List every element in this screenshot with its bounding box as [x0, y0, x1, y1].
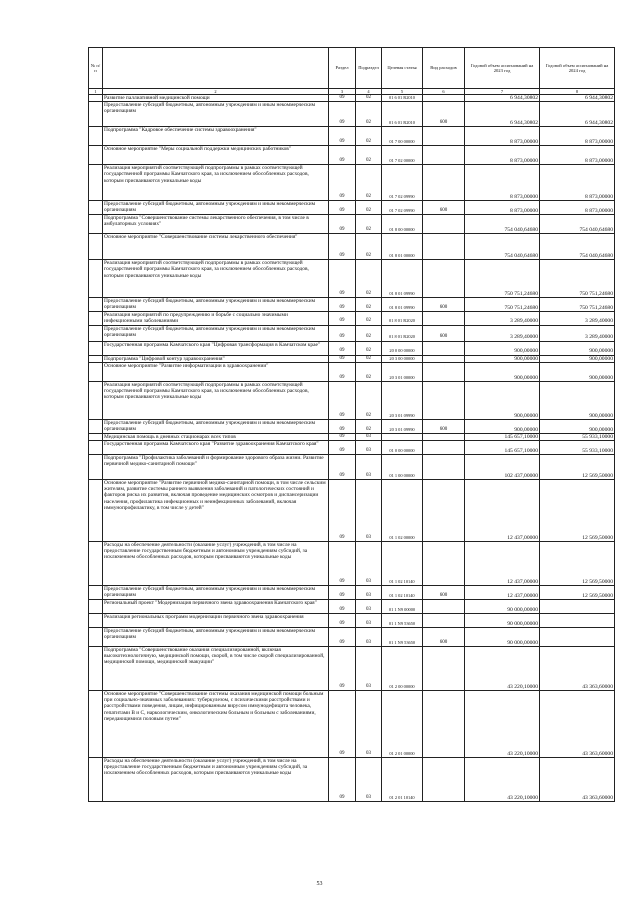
table-row: [89, 234, 615, 260]
name-cell: Развитие паллиативной медицинской помощи: [103, 95, 329, 102]
amount-2024-cell: 8 873,00000: [540, 146, 615, 165]
table-row: [89, 102, 615, 127]
amount-2023-cell: 750 751,24680: [465, 298, 540, 312]
table-row: [89, 441, 615, 455]
podrazdel-cell: 02: [356, 102, 382, 127]
podrazdel-cell: 02: [356, 381, 382, 419]
num-cell: [89, 341, 103, 355]
expense-type-cell: [423, 341, 465, 355]
amount-2023-cell: 900,00000: [465, 381, 540, 419]
amount-2024-cell: [540, 600, 615, 614]
target-article-cell: 01 8 01 09990: [382, 260, 423, 298]
podrazdel-cell: 03: [356, 600, 382, 614]
podrazdel-cell: 02: [356, 341, 382, 355]
amount-2024-cell: 750 751,24680: [540, 298, 615, 312]
expense-type-cell: 600: [423, 586, 465, 600]
amount-2023-cell: 6 944,30802: [465, 95, 540, 102]
num-cell: [89, 455, 103, 480]
name-cell: Реализация мероприятий по предупреждению и борьбе с социально значимыми инфекционными заболеваниями: [103, 312, 329, 325]
amount-2024-cell: 43 363,60000: [540, 691, 615, 758]
razdel-cell: 09: [329, 758, 356, 802]
name-cell: Предоставление субсидий бюджетным, автономным учреждениям и иным некоммерческим организациям: [103, 102, 329, 127]
target-article-cell: 01 7 02 09990: [382, 201, 423, 215]
amount-2024-cell: 43 363,60000: [540, 758, 615, 802]
amount-2024-cell: 6 944,30802: [540, 102, 615, 127]
target-article-cell: [382, 433, 423, 440]
header-target-article: Целевая статья: [382, 48, 423, 89]
expense-type-cell: [423, 95, 465, 102]
amount-2024-cell: 43 363,60000: [540, 647, 615, 691]
razdel-cell: 09: [329, 480, 356, 542]
amount-2024-cell: 12 569,50000: [540, 455, 615, 480]
podrazdel-cell: 02: [356, 419, 382, 433]
header-name: [103, 48, 329, 89]
podrazdel-cell: 02: [356, 312, 382, 325]
num-cell: [89, 691, 103, 758]
amount-2024-cell: 12 569,50000: [540, 542, 615, 586]
amount-2024-cell: 3 289,40000: [540, 325, 615, 341]
podrazdel-cell: 03: [356, 691, 382, 758]
header-year-2024: Годовой объем ассигнований на 2024 год: [540, 48, 615, 89]
podrazdel-cell: 03: [356, 542, 382, 586]
name-cell: Предоставление субсидий бюджетным, автономным учреждениям и иным некоммерческим организациям: [103, 628, 329, 647]
amount-2023-cell: 6 944,30802: [465, 102, 540, 127]
amount-2024-cell: 12 569,50000: [540, 480, 615, 542]
razdel-cell: 09: [329, 201, 356, 215]
amount-2024-cell: 750 751,24680: [540, 260, 615, 298]
name-cell: Медицинская помощь в дневных стационарах всех типов: [103, 433, 329, 440]
expense-type-cell: [423, 362, 465, 381]
num-cell: [89, 542, 103, 586]
podrazdel-cell: 02: [356, 215, 382, 234]
target-article-cell: 20 3 00 00000: [382, 355, 423, 362]
razdel-cell: 09: [329, 312, 356, 325]
table-row: [89, 586, 615, 600]
table-row: [89, 260, 615, 298]
amount-2023-cell: 8 873,00000: [465, 146, 540, 165]
expense-type-cell: [423, 691, 465, 758]
name-cell: Предоставление субсидий бюджетным, автономным учреждениям и иным некоммерческим организациям: [103, 586, 329, 600]
name-cell: Основное мероприятие "Совершенствование системы лекарственного обеспечения": [103, 234, 329, 260]
num-cell: [89, 441, 103, 455]
num-cell: [89, 215, 103, 234]
amount-2023-cell: 3 289,40000: [465, 325, 540, 341]
header-podrazdel: Подраздел: [356, 48, 382, 89]
target-article-cell: 01 6 01 R2010: [382, 95, 423, 102]
name-cell: Расходы на обеспечение деятельности (оказание услуг) учреждений, в том числе на предоставление государственным бюджетным и автономным учреждениям субсидий, за исключением обособленных расходов, которым присваиваются уникальные коды: [103, 542, 329, 586]
name-cell: Подпрограмма "Цифровой контур здравоохранения": [103, 355, 329, 362]
num-cell: [89, 165, 103, 201]
target-article-cell: 01 1 N9 53650: [382, 614, 423, 628]
name-cell: Подпрограмма "Профилактика заболеваний и формирование здорового образа жизни. Развитие первичной медико-санитарной помощи": [103, 455, 329, 480]
razdel-cell: 09: [329, 95, 356, 102]
target-article-cell: 01 1 00 00000: [382, 455, 423, 480]
razdel-cell: 09: [329, 355, 356, 362]
expense-type-cell: 600: [423, 628, 465, 647]
num-cell: [89, 312, 103, 325]
num-cell: [89, 234, 103, 260]
razdel-cell: 09: [329, 381, 356, 419]
razdel-cell: 09: [329, 341, 356, 355]
amount-2024-cell: 6 944,30802: [540, 95, 615, 102]
name-cell: Подпрограмма "Совершенствование системы лекарственного обеспечения, в том числе в амбулаторных условиях": [103, 215, 329, 234]
table-row: [89, 691, 615, 758]
amount-2023-cell: 754 040,64680: [465, 215, 540, 234]
num-cell: [89, 260, 103, 298]
table-row: [89, 341, 615, 355]
razdel-cell: 09: [329, 691, 356, 758]
amount-2023-cell: 3 289,40000: [465, 312, 540, 325]
name-cell: Предоставление субсидий бюджетным, автономным учреждениям и иным некоммерческим организациям: [103, 419, 329, 433]
table-row: [89, 647, 615, 691]
expense-type-cell: [423, 355, 465, 362]
razdel-cell: 09: [329, 260, 356, 298]
colnum: 8: [540, 89, 615, 95]
table-row: [89, 355, 615, 362]
table-row: [89, 628, 615, 647]
name-cell: Государственная программа Камчатского края "Цифровая трансформация в Камчатском крае": [103, 341, 329, 355]
table-row: [89, 480, 615, 542]
amount-2023-cell: 12 437,00000: [465, 542, 540, 586]
header-year-2023: Годовой объем ассигнований на 2023 год: [465, 48, 540, 89]
amount-2023-cell: 90 000,00000: [465, 614, 540, 628]
expense-type-cell: [423, 381, 465, 419]
podrazdel-cell: 03: [356, 586, 382, 600]
colnum: 3: [329, 89, 356, 95]
table-row: [89, 165, 615, 201]
podrazdel-cell: 03: [356, 758, 382, 802]
target-article-cell: 01 1 02 10140: [382, 542, 423, 586]
razdel-cell: 09: [329, 455, 356, 480]
razdel-cell: 09: [329, 419, 356, 433]
name-cell: Государственная программа Камчатского края "Развитие здравоохранения Камчатского края": [103, 441, 329, 455]
target-article-cell: 20 3 01 00000: [382, 362, 423, 381]
target-article-cell: 01 2 00 00000: [382, 647, 423, 691]
amount-2024-cell: 3 289,40000: [540, 312, 615, 325]
expense-type-cell: [423, 647, 465, 691]
amount-2023-cell: 102 437,00000: [465, 455, 540, 480]
amount-2024-cell: 12 569,50000: [540, 586, 615, 600]
amount-2024-cell: [540, 628, 615, 647]
amount-2023-cell: 12 437,00000: [465, 586, 540, 600]
name-cell: Предоставление субсидий бюджетным, автономным учреждениям и иным некоммерческим организациям: [103, 201, 329, 215]
razdel-cell: 09: [329, 441, 356, 455]
razdel-cell: 09: [329, 433, 356, 440]
header-razdel: Раздел: [329, 48, 356, 89]
amount-2023-cell: 43 220,10000: [465, 647, 540, 691]
table-row: [89, 542, 615, 586]
podrazdel-cell: 03: [356, 455, 382, 480]
colnum: 7: [465, 89, 540, 95]
num-cell: [89, 600, 103, 614]
podrazdel-cell: 03: [356, 628, 382, 647]
amount-2024-cell: 900,00000: [540, 362, 615, 381]
num-cell: [89, 381, 103, 419]
target-article-cell: 20 3 01 09990: [382, 381, 423, 419]
amount-2023-cell: 750 751,24680: [465, 260, 540, 298]
table-body: [89, 95, 615, 802]
name-cell: Основное мероприятие "Меры социальной поддержки медицинских работников": [103, 146, 329, 165]
expense-type-cell: [423, 441, 465, 455]
table-row: [89, 419, 615, 433]
amount-2024-cell: 900,00000: [540, 355, 615, 362]
podrazdel-cell: 02: [356, 201, 382, 215]
amount-2024-cell: 8 873,00000: [540, 127, 615, 146]
razdel-cell: 09: [329, 647, 356, 691]
target-article-cell: 01 7 00 00000: [382, 127, 423, 146]
target-article-cell: 01 7 02 00000: [382, 146, 423, 165]
num-cell: [89, 362, 103, 381]
amount-2024-cell: [540, 614, 615, 628]
table-row: [89, 312, 615, 325]
razdel-cell: 09: [329, 586, 356, 600]
num-cell: [89, 647, 103, 691]
expense-type-cell: 600: [423, 298, 465, 312]
name-cell: Подпрограмма "Совершенствование оказания специализированной, включая высокотехнологичную, медицинской помощи, скорой, в том числе скорой специализированной, медицинской помощи, медицинской эвакуации": [103, 647, 329, 691]
num-cell: [89, 628, 103, 647]
colnum: 1: [89, 89, 103, 95]
target-article-cell: 01 1 02 00000: [382, 480, 423, 542]
target-article-cell: 01 8 01 00000: [382, 234, 423, 260]
podrazdel-cell: 02: [356, 260, 382, 298]
amount-2024-cell: 900,00000: [540, 341, 615, 355]
colnum: 5: [382, 89, 423, 95]
expense-type-cell: [423, 312, 465, 325]
target-article-cell: 01 8 01 09990: [382, 298, 423, 312]
target-article-cell: 01 0 00 00000: [382, 441, 423, 455]
table-row: [89, 758, 615, 802]
name-cell: Реализация мероприятий соответствующей подпрограммы в рамках соответствующей государственной программы Камчатского края, за исключением обособленных расходов, которым присваиваются уникальные коды: [103, 165, 329, 201]
table-row: [89, 201, 615, 215]
table-row: [89, 600, 615, 614]
razdel-cell: 09: [329, 127, 356, 146]
num-cell: [89, 758, 103, 802]
podrazdel-cell: 02: [356, 95, 382, 102]
expense-type-cell: 600: [423, 201, 465, 215]
target-article-cell: 20 0 00 00000: [382, 341, 423, 355]
amount-2023-cell: 8 873,00000: [465, 127, 540, 146]
num-cell: [89, 419, 103, 433]
document-page: [88, 47, 614, 802]
table-row: [89, 95, 615, 102]
num-cell: [89, 95, 103, 102]
amount-2024-cell: 754 040,64680: [540, 234, 615, 260]
table-row: [89, 298, 615, 312]
razdel-cell: 09: [329, 325, 356, 341]
target-article-cell: 20 3 01 09990: [382, 419, 423, 433]
podrazdel-cell: 02: [356, 362, 382, 381]
razdel-cell: 09: [329, 614, 356, 628]
table-row: [89, 325, 615, 341]
table-row: [89, 127, 615, 146]
razdel-cell: 09: [329, 628, 356, 647]
name-cell: Предоставление субсидий бюджетным, автономным учреждениям и иным некоммерческим организациям: [103, 298, 329, 312]
podrazdel-cell: 02: [356, 146, 382, 165]
target-article-cell: 01 2 01 00000: [382, 691, 423, 758]
amount-2023-cell: 145 657,10000: [465, 441, 540, 455]
name-cell: Расходы на обеспечение деятельности (оказание услуг) учреждений, в том числе на предоставление государственным бюджетным и автономным учреждениям субсидий, за исключением обособленных расходов, которым присваиваются уникальные коды: [103, 758, 329, 802]
expense-type-cell: [423, 614, 465, 628]
target-article-cell: 01 1 N9 53650: [382, 628, 423, 647]
expense-type-cell: 600: [423, 419, 465, 433]
num-cell: [89, 201, 103, 215]
budget-table: [88, 47, 615, 802]
razdel-cell: 09: [329, 102, 356, 127]
target-article-cell: 01 8 01 R2020: [382, 325, 423, 341]
expense-type-cell: [423, 234, 465, 260]
razdel-cell: 09: [329, 146, 356, 165]
razdel-cell: 09: [329, 542, 356, 586]
podrazdel-cell: 02: [356, 355, 382, 362]
target-article-cell: 01 7 02 09990: [382, 165, 423, 201]
name-cell: Основное мероприятие "Развитие информатизации в здравоохранении": [103, 362, 329, 381]
expense-type-cell: [423, 455, 465, 480]
num-cell: [89, 325, 103, 341]
page-number: 53: [316, 881, 323, 887]
num-cell: [89, 127, 103, 146]
expense-type-cell: [423, 146, 465, 165]
razdel-cell: 09: [329, 600, 356, 614]
name-cell: Предоставление субсидий бюджетным, автономным учреждениям и иным некоммерческим организациям: [103, 325, 329, 341]
podrazdel-cell: 02: [356, 165, 382, 201]
expense-type-cell: 600: [423, 325, 465, 341]
colnum: 2: [103, 89, 329, 95]
amount-2023-cell: 12 437,00000: [465, 480, 540, 542]
num-cell: [89, 586, 103, 600]
target-article-cell: 01 1 02 10140: [382, 586, 423, 600]
expense-type-cell: [423, 480, 465, 542]
header-num: № п/п: [89, 48, 103, 89]
target-article-cell: 01 6 01 R2010: [382, 102, 423, 127]
podrazdel-cell: 02: [356, 325, 382, 341]
amount-2023-cell: 43 220,10000: [465, 691, 540, 758]
amount-2024-cell: 900,00000: [540, 419, 615, 433]
podrazdel-cell: 03: [356, 647, 382, 691]
expense-type-cell: [423, 600, 465, 614]
amount-2024-cell: 8 873,00000: [540, 201, 615, 215]
target-article-cell: 01 8 01 R2020: [382, 312, 423, 325]
expense-type-cell: 600: [423, 102, 465, 127]
amount-2023-cell: 145 657,10000: [465, 433, 540, 440]
name-cell: Основное мероприятие "Совершенствование системы оказания медицинской помощи больным при социально-значимых заболеваниях: туберкулезом, с психическими расстройствами и расстройствами поведения, лицам, инфицированным вирусом иммунодефицита человека, гепатитами B и C, наркологическим, онкологическим больным и больным с заболеваниями, передающимися половым путем": [103, 691, 329, 758]
target-article-cell: 01 8 00 00000: [382, 215, 423, 234]
amount-2024-cell: 55 933,10000: [540, 433, 615, 440]
podrazdel-cell: 02: [356, 234, 382, 260]
colnum: 6: [423, 89, 465, 95]
num-cell: [89, 298, 103, 312]
expense-type-cell: [423, 127, 465, 146]
razdel-cell: 09: [329, 362, 356, 381]
table-row: [89, 146, 615, 165]
table-row: [89, 381, 615, 419]
amount-2023-cell: 900,00000: [465, 341, 540, 355]
podrazdel-cell: 02: [356, 127, 382, 146]
razdel-cell: 09: [329, 298, 356, 312]
num-cell: [89, 614, 103, 628]
amount-2024-cell: 55 933,10000: [540, 441, 615, 455]
amount-2023-cell: 90 000,00000: [465, 628, 540, 647]
expense-type-cell: [423, 433, 465, 440]
amount-2023-cell: 43 220,10000: [465, 758, 540, 802]
num-cell: [89, 355, 103, 362]
table-row: [89, 362, 615, 381]
header-expense-type: Вид расходов: [423, 48, 465, 89]
num-cell: [89, 102, 103, 127]
name-cell: Реализация региональных программ модернизации первичного звена здравоохранения: [103, 614, 329, 628]
amount-2023-cell: 900,00000: [465, 362, 540, 381]
amount-2023-cell: 900,00000: [465, 355, 540, 362]
expense-type-cell: [423, 215, 465, 234]
name-cell: Реализация мероприятий соответствующей подпрограммы в рамках соответствующей государственной программы Камчатского края, за исключением обособленных расходов, которым присваиваются уникальные коды: [103, 381, 329, 419]
amount-2024-cell: 900,00000: [540, 381, 615, 419]
podrazdel-cell: 03: [356, 441, 382, 455]
expense-type-cell: [423, 260, 465, 298]
table-row: [89, 433, 615, 440]
num-cell: [89, 433, 103, 440]
table-row: [89, 215, 615, 234]
expense-type-cell: [423, 165, 465, 201]
colnum: 4: [356, 89, 382, 95]
amount-2023-cell: 90 000,00000: [465, 600, 540, 614]
expense-type-cell: [423, 758, 465, 802]
razdel-cell: 09: [329, 215, 356, 234]
table-row: [89, 614, 615, 628]
amount-2023-cell: 754 040,64680: [465, 234, 540, 260]
podrazdel-cell: 03: [356, 614, 382, 628]
table-row: [89, 455, 615, 480]
podrazdel-cell: 03: [356, 480, 382, 542]
amount-2024-cell: 8 873,00000: [540, 165, 615, 201]
name-cell: Подпрограмма "Кадровое обеспечение системы здравоохранения": [103, 127, 329, 146]
amount-2023-cell: 8 873,00000: [465, 201, 540, 215]
podrazdel-cell: 02: [356, 298, 382, 312]
razdel-cell: 09: [329, 165, 356, 201]
amount-2024-cell: 754 040,64680: [540, 215, 615, 234]
expense-type-cell: [423, 542, 465, 586]
name-cell: Основное мероприятие "Развитие первичной медико-санитарной помощи, в том числе сельским жителям, развитие системы раннего выявления заболеваний и патологических состояний и факторов риска их развития, включая проведение медицинских осмотров и диспансеризации населения, профилактика инфекционных и неинфекционных заболеваний, включая иммунопрофилактику, в том числе у детей": [103, 480, 329, 542]
name-cell: Реализация мероприятий соответствующей подпрограммы в рамках соответствующей государственной программы Камчатского края, за исключением обособленных расходов, которым присваиваются уникальные коды: [103, 260, 329, 298]
num-cell: [89, 480, 103, 542]
podrazdel-cell: 03: [356, 433, 382, 440]
amount-2023-cell: 8 873,00000: [465, 165, 540, 201]
num-cell: [89, 146, 103, 165]
target-article-cell: 01 1 N9 00000: [382, 600, 423, 614]
name-cell: Региональный проект "Модернизация первичного звена здравоохранения Камчатского края": [103, 600, 329, 614]
razdel-cell: 09: [329, 234, 356, 260]
target-article-cell: 01 2 01 10140: [382, 758, 423, 802]
amount-2023-cell: 900,00000: [465, 419, 540, 433]
